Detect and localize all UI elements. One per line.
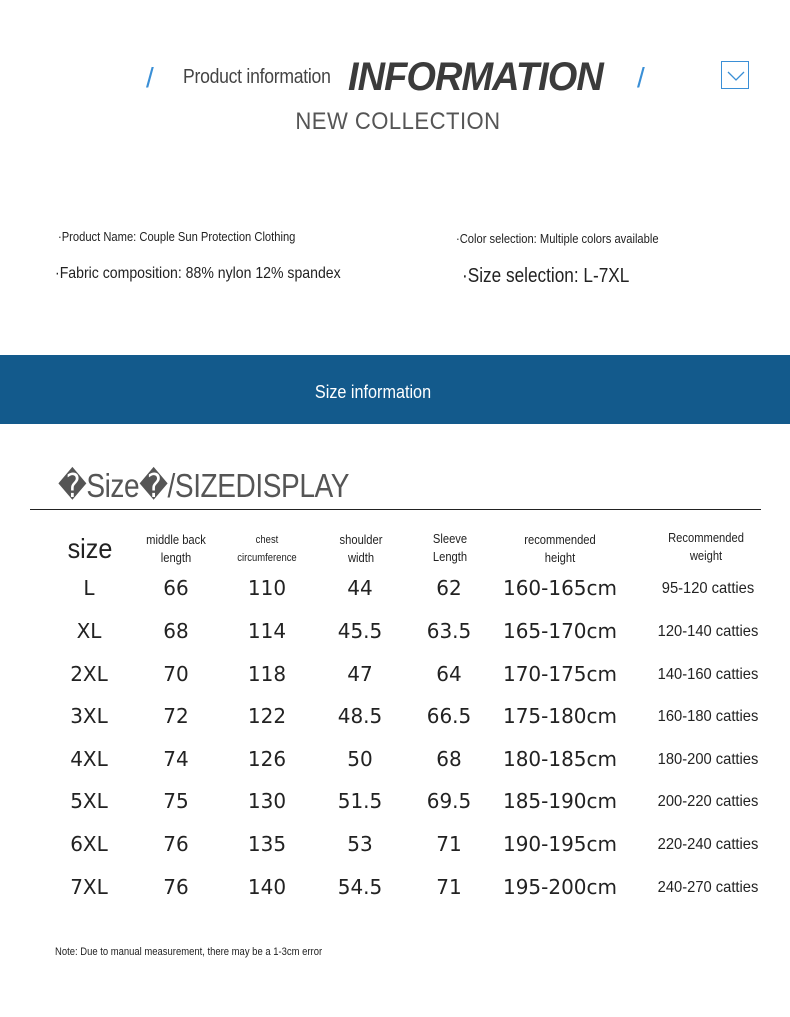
column-header — [316, 531, 406, 567]
size-section-title: �Size�/SIZEDISPLAY — [58, 467, 349, 504]
measurement-note: Note: Due to manual measurement, there may be a 1-3cm error — [55, 946, 323, 958]
table-cell-chest: 114 — [247, 619, 287, 643]
table-cell-height: 175-180cm — [502, 704, 618, 728]
table-cell-shoulder: 48.5 — [337, 704, 383, 728]
table-cell-shoulder: 51.5 — [337, 789, 383, 813]
table-cell-size: 3XL — [70, 704, 108, 728]
size-column-header: size — [67, 533, 113, 564]
column-header — [651, 529, 761, 565]
table-cell-height: 180-185cm — [502, 747, 618, 771]
table-cell-size: 7XL — [70, 875, 108, 899]
column-header — [217, 531, 317, 567]
column-header-line: weight — [689, 548, 723, 563]
spec-size-selection: ·Size selection: L-7XL — [462, 265, 630, 287]
table-cell-weight: 200-220 catties — [657, 793, 759, 810]
table-cell-weight: 120-140 catties — [657, 623, 759, 640]
table-cell-weight: 160-180 catties — [657, 708, 759, 725]
table-cell-chest: 135 — [247, 832, 287, 856]
column-header-line: chest — [255, 534, 279, 546]
column-header — [505, 531, 615, 567]
divider — [30, 509, 761, 510]
table-cell-size: 6XL — [70, 832, 108, 856]
table-cell-shoulder: 45.5 — [337, 619, 383, 643]
table-cell-height: 195-200cm — [502, 875, 618, 899]
table-cell-shoulder: 44 — [347, 576, 373, 600]
table-cell-size: 2XL — [70, 662, 108, 686]
table-cell-size: 4XL — [70, 747, 108, 771]
header-title: INFORMATION — [348, 55, 603, 99]
column-header-line: height — [544, 550, 576, 565]
column-header-line: Sleeve — [432, 531, 468, 546]
table-cell-shoulder: 53 — [347, 832, 373, 856]
chevron-down-icon — [721, 61, 749, 89]
header-collection: NEW COLLECTION — [295, 108, 501, 135]
table-cell-height: 190-195cm — [502, 832, 618, 856]
table-cell-shoulder: 50 — [347, 747, 373, 771]
spec-product-name: ·Product Name: Couple Sun Protection Clothing — [58, 229, 296, 244]
table-cell-size: 5XL — [70, 789, 108, 813]
spec-fabric: ·Fabric composition: 88% nylon 12% spandex — [55, 265, 341, 282]
table-cell-chest: 110 — [247, 576, 287, 600]
table-cell-weight: 240-270 catties — [657, 879, 759, 896]
table-cell-back: 70 — [163, 662, 189, 686]
table-cell-chest: 140 — [247, 875, 287, 899]
table-cell-shoulder: 47 — [347, 662, 373, 686]
table-cell-back: 66 — [163, 576, 189, 600]
column-header-line: Length — [432, 549, 468, 564]
table-cell-back: 76 — [163, 875, 189, 899]
column-header-line: length — [160, 550, 192, 565]
table-cell-back: 68 — [163, 619, 189, 643]
column-header-line: shoulder — [339, 532, 383, 547]
table-cell-weight: 220-240 catties — [657, 836, 759, 853]
table-cell-height: 160-165cm — [502, 576, 618, 600]
table-cell-chest: 126 — [247, 747, 287, 771]
column-header-line: middle back — [146, 532, 206, 547]
table-cell-sleeve: 68 — [436, 747, 462, 771]
table-cell-weight: 180-200 catties — [657, 751, 759, 768]
table-cell-shoulder: 54.5 — [337, 875, 383, 899]
table-cell-sleeve: 71 — [436, 832, 462, 856]
table-cell-weight: 140-160 catties — [657, 666, 759, 683]
column-header — [126, 531, 226, 567]
table-cell-chest: 122 — [247, 704, 287, 728]
table-cell-height: 165-170cm — [502, 619, 618, 643]
table-cell-back: 76 — [163, 832, 189, 856]
table-cell-back: 72 — [163, 704, 189, 728]
table-cell-sleeve: 63.5 — [426, 619, 472, 643]
table-cell-weight: 95-120 catties — [661, 580, 755, 597]
table-cell-sleeve: 71 — [436, 875, 462, 899]
table-cell-height: 170-175cm — [502, 662, 618, 686]
spec-color-selection: ·Color selection: Multiple colors available — [456, 231, 659, 246]
decorative-slash-left: / — [146, 62, 154, 93]
header-subtitle: Product information — [183, 66, 331, 88]
table-cell-sleeve: 69.5 — [426, 789, 472, 813]
table-cell-chest: 118 — [247, 662, 287, 686]
column-header-line: width — [347, 550, 375, 565]
banner-text: Size information — [314, 382, 432, 402]
table-cell-sleeve: 62 — [436, 576, 462, 600]
table-cell-sleeve: 66.5 — [426, 704, 472, 728]
table-cell-sleeve: 64 — [436, 662, 462, 686]
column-header-line: Recommended — [668, 530, 744, 545]
table-cell-height: 185-190cm — [502, 789, 618, 813]
decorative-slash-right: / — [637, 62, 645, 93]
table-cell-size: XL — [76, 619, 102, 643]
table-cell-back: 75 — [163, 789, 189, 813]
column-header — [410, 530, 490, 566]
table-cell-back: 74 — [163, 747, 189, 771]
table-cell-size: L — [83, 576, 95, 600]
table-cell-chest: 130 — [247, 789, 287, 813]
column-header-line: circumference — [237, 552, 297, 564]
column-header-line: recommended — [524, 532, 596, 547]
